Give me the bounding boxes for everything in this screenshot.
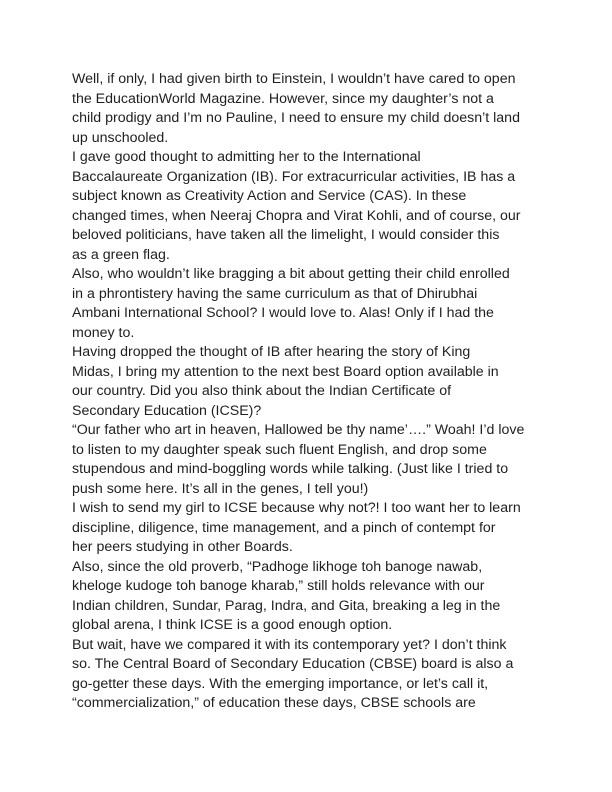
text-line: child prodigy and I’m no Pauline, I need to ensure my child doesn’t land <box>72 110 520 126</box>
text-line: to listen to my daughter speak such fluent English, and drop some <box>72 441 487 458</box>
text-line: as a green flag. <box>72 246 170 263</box>
text-line: Secondary Education (ICSE)? <box>72 402 262 419</box>
text-line: beloved politicians, have taken all the limelight, I would consider this <box>72 227 500 243</box>
text-line: stupendous and mind-boggling words while talking. (Just like I tried to <box>72 461 509 477</box>
text-line: Also, who wouldn’t like bragging a bit about getting their child enrolled <box>72 266 510 282</box>
text-line: But wait, have we compared it with its contemporary yet? I don’t think <box>72 636 507 653</box>
text-line: up unschooled. <box>72 129 169 146</box>
text-line: Well, if only, I had given birth to Einstein, I wouldn’t have cared to open <box>72 71 516 87</box>
text-line: Having dropped the thought of IB after hearing the story of King <box>72 344 471 360</box>
text-line: I wish to send my girl to ICSE because why not?! I too want her to learn <box>72 500 521 516</box>
text-line: money to. <box>72 324 135 341</box>
text-line: push some here. It’s all in the genes, I tell you!) <box>72 480 369 497</box>
text-line: kheloge kudoge toh banoge kharab,” still holds relevance with our <box>72 578 485 594</box>
text-line: the EducationWorld Magazine. However, since my daughter’s not a <box>72 90 494 107</box>
text-line: subject known as Creativity Action and Service (CAS). In these <box>72 188 467 204</box>
text-line: Also, since the old proverb, “Padhoge likhoge toh banoge nawab, <box>72 558 483 575</box>
text-line: in a phrontistery having the same curriculum as that of Dhirubhai <box>72 285 478 302</box>
text-line: so. The Central Board of Secondary Education (CBSE) board is also a <box>72 656 514 672</box>
text-line: Ambani International School? I would love to. Alas! Only if I had the <box>72 305 494 321</box>
text-line: our country. Did you also think about the Indian Certificate of <box>72 383 452 399</box>
text-line: Midas, I bring my attention to the next best Board option available in <box>72 363 499 380</box>
text-line: Indian children, Sundar, Parag, Indra, and Gita, breaking a leg in the <box>72 597 501 614</box>
body-text <box>72 70 542 714</box>
text-line: go-getter these days. With the emerging importance, or let’s call it, <box>72 675 489 692</box>
text-line: “Our father who art in heaven, Hallowed be thy name’….” Woah! I’d love <box>72 422 525 438</box>
text-line: changed times, when Neeraj Chopra and Virat Kohli, and of course, our <box>72 207 521 224</box>
text-line: her peers studying in other Boards. <box>72 539 293 555</box>
text-line: “commercialization,” of education these days, CBSE schools are <box>72 695 476 711</box>
text-line: global arena, I think ICSE is a good enough option. <box>72 617 393 633</box>
text-line: Baccalaureate Organization (IB). For extracurricular activities, IB has a <box>72 168 516 185</box>
text-line: discipline, diligence, time management, and a pinch of contempt for <box>72 519 496 536</box>
text-line: I gave good thought to admitting her to the International <box>72 149 421 165</box>
